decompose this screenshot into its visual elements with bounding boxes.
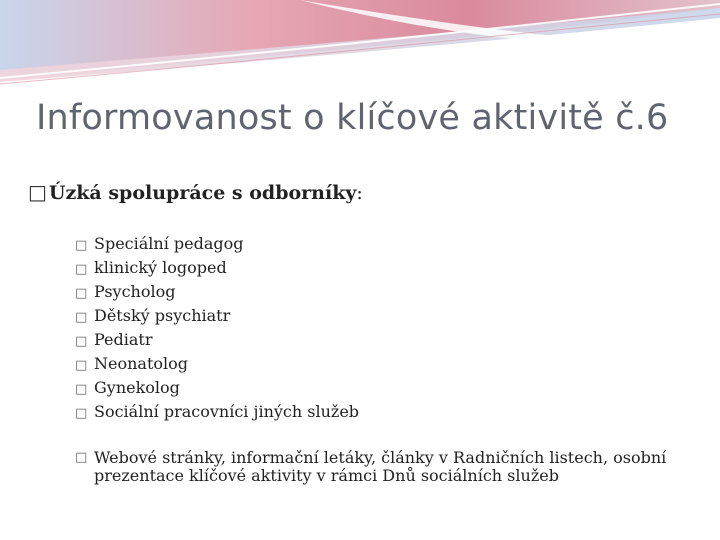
specialist-list (75, 232, 359, 424)
bullet-icon: □ (75, 382, 88, 397)
list-item (75, 352, 359, 376)
box-icon: □ (28, 180, 47, 204)
list-item-label: klinický logoped (94, 258, 227, 277)
list-item (75, 256, 359, 280)
list-item (75, 376, 359, 400)
list-item-label: Sociální pracovníci jiných služeb (94, 402, 360, 421)
bullet-icon: □ (75, 262, 88, 277)
list-item-label: Speciální pedagog (94, 234, 244, 253)
bullet-icon: □ (75, 238, 88, 253)
slide-title: Informovanost o klíčové aktivitě č.6 (36, 98, 669, 138)
bullet-icon: □ (75, 450, 88, 465)
bullet-icon: □ (75, 310, 88, 325)
list-item (75, 280, 359, 304)
promotion-note-text: Webové stránky, informační letáky, články v Radničních listech, osobní prezentace klíčové aktivity v rámci Dnů sociálních služeb (94, 448, 667, 485)
list-item (75, 304, 359, 328)
decorative-banner (0, 0, 720, 90)
list-item (75, 232, 359, 256)
list-item-label: Pediatr (94, 330, 153, 349)
list-item-label: Dětský psychiatr (94, 306, 231, 325)
list-item (75, 328, 359, 352)
bullet-icon: □ (75, 286, 88, 301)
list-item-label: Psycholog (94, 282, 176, 301)
list-item (75, 400, 359, 424)
main-bullet-lead: Úzká spolupráce s odborníky (48, 182, 357, 204)
bullet-icon: □ (75, 358, 88, 373)
main-bullet-tail: : (356, 182, 363, 204)
bullet-icon: □ (75, 334, 88, 349)
list-item-label: Neonatolog (94, 354, 188, 373)
promotion-note (75, 449, 685, 485)
bullet-icon: □ (75, 406, 88, 421)
list-item-label: Gynekolog (94, 378, 180, 397)
main-bullet (28, 180, 363, 204)
